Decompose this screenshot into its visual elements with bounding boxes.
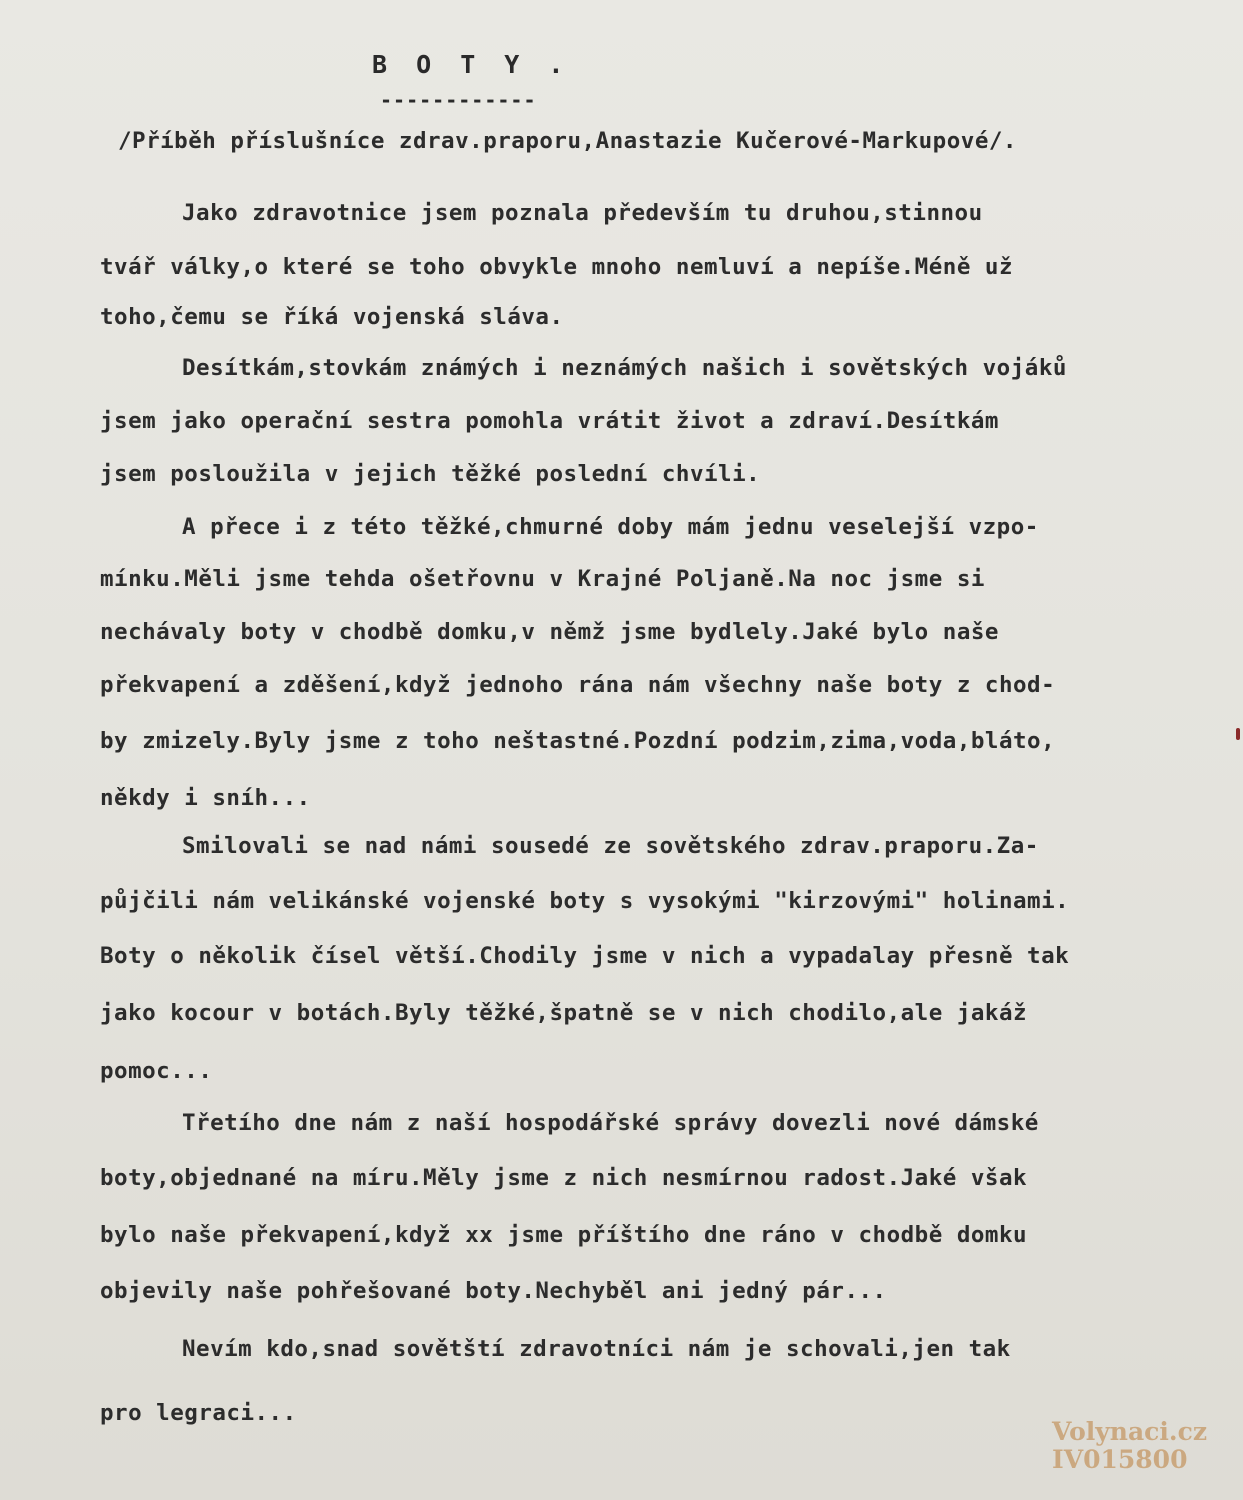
- text-line: tvář války,o které se toho obvykle mnoho nemluví a nepíše.Méně už: [100, 254, 1013, 280]
- text-line: překvapení a zděšení,když jednoho rána nám všechny naše boty z chod-: [100, 672, 1056, 698]
- text-line: Třetího dne nám z naší hospodářské správy dovezli nové dámské: [182, 1110, 1039, 1136]
- text-line: Boty o několik čísel větší.Chodily jsme v nich a vypadalay přesně tak: [100, 943, 1070, 969]
- text-line: jako kocour v botách.Byly těžké,špatně se v nich chodilo,ale jakáž: [100, 1000, 1028, 1026]
- subtitle-line: /Příběh příslušníce zdrav.praporu,Anastazie Kučerové-Markupové/.: [118, 128, 1017, 154]
- text-line: pomoc...: [100, 1058, 213, 1084]
- text-line: Jako zdravotnice jsem poznala především tu druhou,stinnou: [182, 200, 983, 226]
- text-line: A přece i z této těžké,chmurné doby mám jednu veselejší vzpo-: [182, 514, 1039, 540]
- text-line: Smilovali se nad námi sousedé ze sovětského zdrav.praporu.Za-: [182, 833, 1039, 859]
- text-line: Desítkám,stovkám známých i neznámých našich i sovětských vojáků: [182, 355, 1067, 381]
- text-line: mínku.Měli jsme tehda ošetřovnu v Krajné Poljaně.Na noc jsme si: [100, 566, 985, 592]
- text-line: boty,objednané na míru.Měly jsme z nich nesmírnou radost.Jaké však: [100, 1165, 1028, 1191]
- text-line: toho,čemu se říká vojenská sláva.: [100, 304, 564, 330]
- margin-ink-mark: [1236, 728, 1240, 740]
- text-line: jsem jako operační sestra pomohla vrátit život a zdraví.Desítkám: [100, 408, 999, 434]
- text-line: objevily naše pohřešované boty.Nechyběl ani jedný pár...: [100, 1278, 887, 1304]
- watermark-id: IV015800: [1052, 1445, 1188, 1474]
- watermark: [1052, 1418, 1207, 1474]
- text-line: by zmizely.Byly jsme z toho neštastné.Pozdní podzim,zima,voda,bláto,: [100, 728, 1056, 754]
- document-title: B O T Y .: [372, 50, 566, 79]
- title-underline: ------------: [380, 88, 537, 112]
- text-line: nechávaly boty v chodbě domku,v němž jsme bydlely.Jaké bylo naše: [100, 619, 999, 645]
- text-line: Nevím kdo,snad sovětští zdravotníci nám je schovali,jen tak: [182, 1336, 1011, 1362]
- text-line: někdy i sníh...: [100, 785, 311, 811]
- watermark-site: Volynaci.cz: [1052, 1417, 1208, 1446]
- text-line: půjčili nám velikánské vojenské boty s vysokými "kirzovými" holinami.: [100, 888, 1070, 914]
- text-line: pro legraci...: [100, 1400, 297, 1426]
- text-line: jsem posloužila v jejich těžké poslední chvíli.: [100, 461, 761, 487]
- text-line: bylo naše překvapení,když xx jsme příštího dne ráno v chodbě domku: [100, 1222, 1028, 1248]
